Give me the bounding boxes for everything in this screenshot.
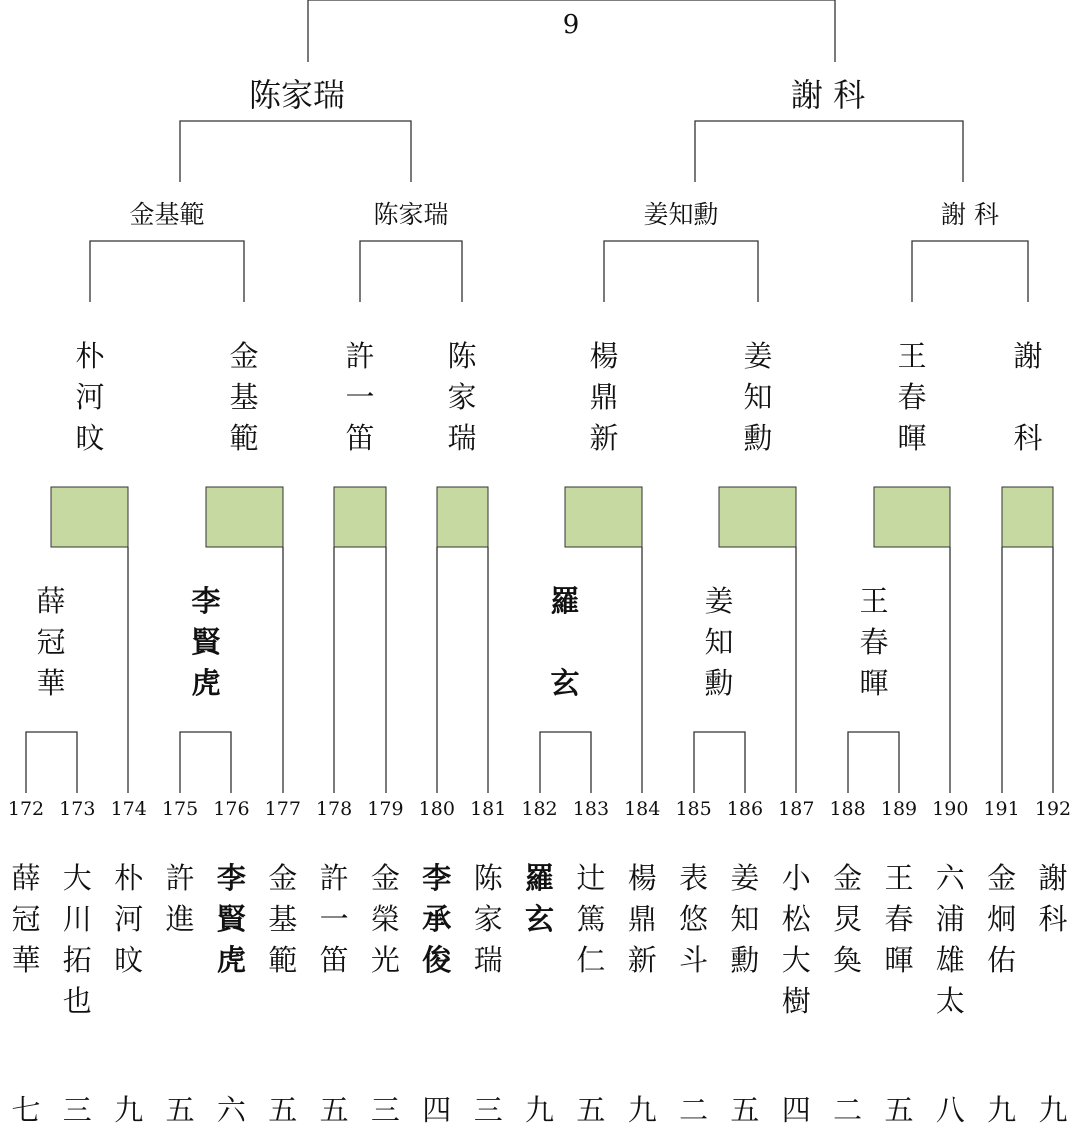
player-name-char: 王 <box>884 861 914 895</box>
player-name-char: 楊 <box>627 861 657 895</box>
player-name-char: 六 <box>935 861 965 895</box>
player-name-char: 暉 <box>884 943 914 977</box>
player-name-char: 奐 <box>833 943 863 977</box>
player-rank: 二 <box>679 1093 709 1127</box>
player-name-char: 謝 <box>1038 861 1068 895</box>
pre-connector-2 <box>180 732 231 793</box>
player-rank: 五 <box>730 1093 760 1127</box>
quarter-names <box>75 339 1042 455</box>
player-name-char: 新 <box>627 943 657 977</box>
player-names <box>11 861 1067 1018</box>
player-rank: 三 <box>370 1093 400 1127</box>
player-name-char: 悠 <box>679 902 709 936</box>
quarter-name-char: 科 <box>1013 421 1043 455</box>
quarter-name-char: 笛 <box>345 421 375 455</box>
player-name-char: 薛 <box>11 861 41 895</box>
player-name-char: 玄 <box>524 902 555 936</box>
quarter-name-char: 一 <box>345 380 375 414</box>
semi-name-2: 陈家瑞 <box>373 200 449 229</box>
player-rank: 四 <box>422 1093 452 1127</box>
player-name-char: 承 <box>422 902 452 936</box>
pre-winner-char: 王 <box>859 584 889 618</box>
player-name-char: 李 <box>216 861 246 895</box>
final-right-name: 謝 科 <box>790 76 866 114</box>
seed-number: 178 <box>315 798 353 820</box>
match-box-8 <box>1002 487 1053 547</box>
quarter-name-char: 基 <box>229 380 259 414</box>
seed-number: 191 <box>983 798 1020 820</box>
player-name-char: 川 <box>62 902 92 936</box>
seed-number: 175 <box>161 798 199 820</box>
semi-name-4: 謝 科 <box>941 200 999 229</box>
player-rank: 九 <box>987 1093 1017 1127</box>
quarter-name-char: 家 <box>447 380 477 414</box>
seed-numbers <box>8 798 1071 820</box>
quarter-name-char: 金 <box>229 339 259 373</box>
semi-connector-right <box>695 121 963 182</box>
player-rank: 九 <box>114 1093 144 1127</box>
pre-winner-char: 勳 <box>704 666 734 700</box>
seed-number: 184 <box>624 798 661 820</box>
seed-number: 180 <box>418 798 455 820</box>
pre-winner-char: 玄 <box>550 666 580 700</box>
player-rank: 九 <box>627 1093 657 1127</box>
player-name-char: 辻 <box>576 861 606 895</box>
player-name-char: 基 <box>268 902 298 936</box>
player-name-char: 一 <box>319 902 349 936</box>
player-rank: 七 <box>11 1093 41 1127</box>
seed-number: 173 <box>59 798 96 820</box>
seed-number: 182 <box>521 798 558 820</box>
quarter-name-char: 姜 <box>743 339 773 373</box>
pre-winner-char: 春 <box>859 625 889 659</box>
player-name-char: 大 <box>62 861 92 895</box>
seed-number: 177 <box>264 798 301 820</box>
player-name-char: 仁 <box>576 943 606 977</box>
quarter-name-char: 暉 <box>897 421 927 455</box>
player-name-char: 大 <box>781 943 811 977</box>
quarter-name-char: 春 <box>897 380 927 414</box>
player-rank: 三 <box>62 1093 92 1127</box>
seed-number: 192 <box>1034 798 1072 820</box>
player-rank: 九 <box>524 1093 555 1127</box>
player-name-char: 範 <box>268 943 298 977</box>
player-rank: 四 <box>781 1093 811 1127</box>
player-name-char: 也 <box>62 984 92 1018</box>
seed-number: 183 <box>572 798 610 820</box>
semi-connector-left <box>180 121 411 182</box>
player-name-char: 進 <box>165 902 195 936</box>
player-name-char: 許 <box>319 861 349 895</box>
quarter-name-char: 旼 <box>75 421 105 455</box>
quarter-connector-2 <box>360 241 462 302</box>
player-ranks <box>11 1093 1067 1127</box>
player-name-char: 炅 <box>833 902 863 936</box>
pre-winner-char: 賢 <box>191 625 221 659</box>
player-name-char: 許 <box>165 861 195 895</box>
player-name-char: 鼎 <box>627 902 657 936</box>
quarter-connector-3 <box>604 241 758 302</box>
player-name-char: 虎 <box>216 943 246 977</box>
player-name-char: 朴 <box>114 861 144 895</box>
player-name-char: 金 <box>833 861 863 895</box>
quarter-name-char: 楊 <box>589 339 619 373</box>
pre-winner-char: 知 <box>704 625 734 659</box>
final-left-name: 陈家瑞 <box>248 76 346 114</box>
player-name-char: 小 <box>781 861 811 895</box>
pre-winner-char: 暉 <box>859 666 889 700</box>
seed-number: 176 <box>213 798 250 820</box>
player-rank: 三 <box>473 1093 503 1127</box>
player-name-char: 炯 <box>987 902 1017 936</box>
seed-number: 189 <box>880 798 918 820</box>
quarter-name-char: 河 <box>75 380 105 414</box>
match-box-1 <box>51 487 128 547</box>
player-name-char: 雄 <box>935 943 965 977</box>
seed-number: 188 <box>829 798 866 820</box>
player-rank: 九 <box>1038 1093 1068 1127</box>
player-name-char: 佑 <box>987 943 1017 977</box>
quarter-name-char: 瑞 <box>447 421 477 455</box>
player-name-char: 金 <box>268 861 298 895</box>
semi-name-1: 金基範 <box>129 200 205 229</box>
quarter-name-char: 王 <box>897 339 927 373</box>
pre-connector-1 <box>26 732 77 793</box>
player-name-char: 浦 <box>935 902 965 936</box>
player-name-char: 太 <box>935 984 965 1018</box>
player-name-char: 榮 <box>370 902 400 936</box>
player-name-char: 松 <box>781 902 811 936</box>
seed-number: 190 <box>932 798 969 820</box>
player-name-char: 金 <box>987 861 1017 895</box>
player-name-char: 賢 <box>216 902 246 936</box>
player-name-char: 旼 <box>114 943 144 977</box>
quarter-name-char: 許 <box>345 339 375 373</box>
player-name-char: 樹 <box>781 984 811 1018</box>
player-rank: 六 <box>216 1093 246 1127</box>
player-name-char: 表 <box>679 861 709 895</box>
player-name-char: 勳 <box>730 943 760 977</box>
seed-number: 179 <box>367 798 404 820</box>
player-rank: 八 <box>935 1093 965 1127</box>
player-name-char: 姜 <box>730 861 760 895</box>
match-box-5 <box>565 487 642 547</box>
pre-winner-char: 薛 <box>36 584 66 618</box>
seed-number: 174 <box>110 798 147 820</box>
player-name-char: 瑞 <box>473 943 503 977</box>
match-box-4 <box>437 487 488 547</box>
pre-connector-4 <box>694 732 745 793</box>
player-name-char: 篤 <box>576 902 606 936</box>
player-name-char: 光 <box>370 943 400 977</box>
player-name-char: 笛 <box>319 943 349 977</box>
semi-name-3: 姜知勳 <box>643 200 719 229</box>
player-name-char: 陈 <box>473 861 503 895</box>
seed-number: 186 <box>726 798 764 820</box>
player-name-char: 冠 <box>11 902 41 936</box>
pre-winner-char: 羅 <box>550 584 580 618</box>
player-name-char: 河 <box>114 902 144 936</box>
player-rank: 五 <box>165 1093 195 1127</box>
seed-number: 172 <box>7 798 45 820</box>
quarter-name-char: 朴 <box>75 339 105 373</box>
player-rank: 五 <box>319 1093 349 1127</box>
player-name-char: 春 <box>884 902 914 936</box>
quarter-name-char: 知 <box>743 380 773 414</box>
quarter-name-char: 陈 <box>447 339 477 373</box>
player-rank: 五 <box>576 1093 606 1127</box>
player-name-char: 羅 <box>524 861 555 895</box>
pre-winner-char: 姜 <box>704 584 734 618</box>
player-rank: 五 <box>884 1093 914 1127</box>
seed-number: 181 <box>470 798 507 820</box>
pre-winner-char: 李 <box>191 584 221 618</box>
quarter-connector-4 <box>912 241 1028 302</box>
player-name-char: 科 <box>1038 902 1068 936</box>
pre-connector-3 <box>540 732 591 793</box>
seed-number: 185 <box>675 798 712 820</box>
seed-number: 187 <box>778 798 815 820</box>
pre-winner-char: 華 <box>36 666 66 700</box>
player-name-char: 俊 <box>422 943 452 977</box>
match-box-6 <box>719 487 796 547</box>
player-name-char: 李 <box>422 861 452 895</box>
match-box-7 <box>874 487 950 547</box>
quarter-name-char: 鼎 <box>589 380 619 414</box>
player-name-char: 知 <box>730 902 760 936</box>
pre-connector-5 <box>848 732 899 793</box>
player-name-char: 拓 <box>62 943 92 977</box>
quarter-name-char: 謝 <box>1013 339 1043 373</box>
round-label: 9 <box>562 10 580 40</box>
player-rank: 二 <box>833 1093 863 1127</box>
player-name-char: 斗 <box>679 943 709 977</box>
quarter-name-char: 勳 <box>743 421 773 455</box>
match-box-2 <box>206 487 283 547</box>
pre-winner-char: 虎 <box>191 666 221 700</box>
player-name-char: 華 <box>11 943 41 977</box>
pre-round-winners <box>36 584 888 700</box>
player-name-char: 金 <box>370 861 400 895</box>
quarter-name-char: 新 <box>589 421 619 455</box>
quarter-connector-1 <box>90 241 244 302</box>
pre-winner-char: 冠 <box>36 625 66 659</box>
match-box-3 <box>334 487 386 547</box>
player-rank: 五 <box>268 1093 298 1127</box>
player-name-char: 家 <box>473 902 503 936</box>
quarter-name-char: 範 <box>229 421 259 455</box>
